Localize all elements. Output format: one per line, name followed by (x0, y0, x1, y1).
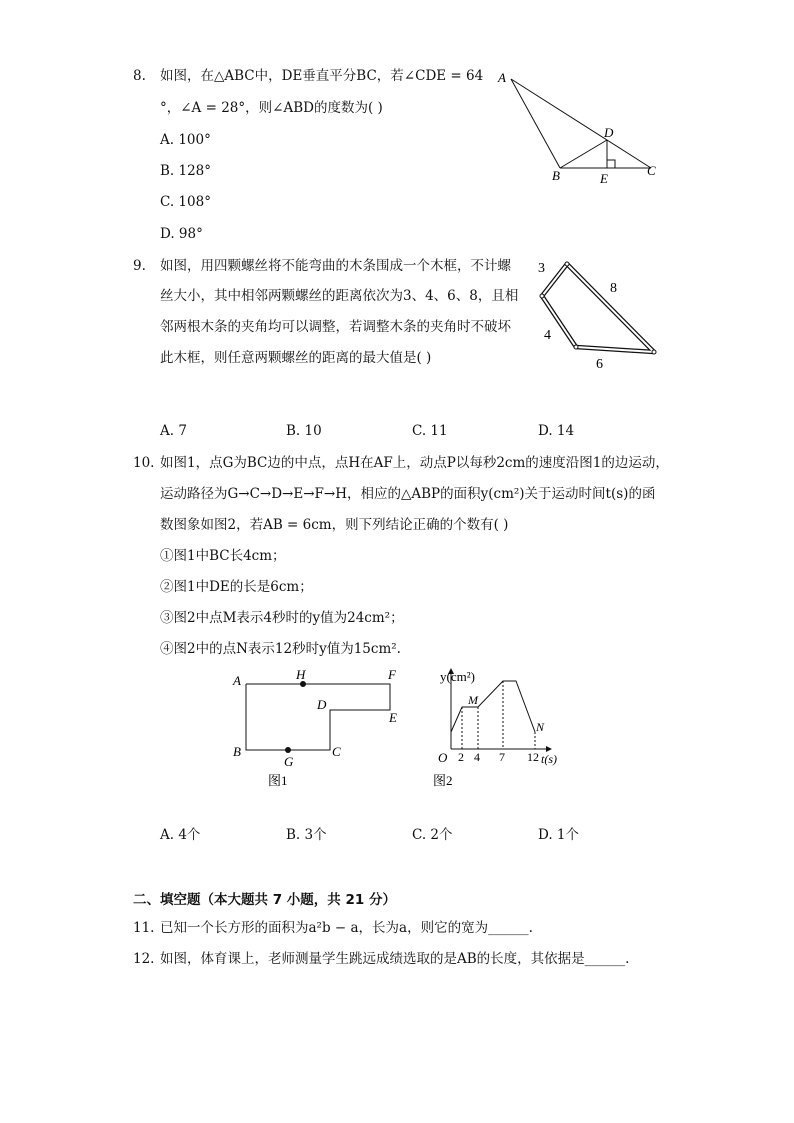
q8-stem-line2: °，∠A = 28°，则∠ABD的度数为( ) (160, 100, 383, 116)
q10-fig2-tick-4: 4 (474, 750, 480, 764)
q12-text: 如图，体育课上，老师测量学生跳远成绩选取的是AB的长度，其依据是______. (160, 951, 630, 967)
q10-number: 10. (133, 455, 155, 471)
q8-label-c: C (647, 163, 656, 178)
q10-fig1-label-b: B (233, 744, 241, 759)
q10-option-c: C. 2个 (412, 827, 453, 843)
q9-stem-line4: 此木框，则任意两颗螺丝的距离的最大值是( ) (160, 350, 432, 366)
q9-stem-line3: 邻两根木条的夹角均可以调整，若调整木条的夹角时不破坏 (160, 319, 511, 335)
q8-option-c: C. 108° (160, 194, 211, 210)
q10-statement-2: ②图1中DE的长是6cm； (160, 579, 313, 595)
q9-option-a: A. 7 (160, 423, 187, 439)
q10-fig2-ylabel: y(cm²) (440, 669, 475, 684)
q10-fig2-tick-2: 2 (458, 750, 464, 764)
q10-statement-3: ③图2中点M表示4秒时的y值为24cm²； (160, 610, 404, 626)
q9-stem-line2: 丝大小，其中相邻两颗螺丝的距离依次为3、4、6、8，且相 (160, 288, 519, 304)
q11-text: 已知一个长方形的面积为a²b − a，长为a，则它的宽为______. (160, 920, 533, 936)
q9-stem-line1: 如图，用四颗螺丝将不能弯曲的木条围成一个木框，不计螺 (160, 258, 511, 274)
q9-label-side-3: 3 (538, 261, 545, 276)
q9-label-side-8: 8 (610, 281, 617, 296)
q10-fig1-caption: 图1 (268, 773, 288, 788)
q12-number: 12. (133, 951, 155, 967)
q9-label-side-4: 4 (544, 328, 551, 343)
q8-label-e: E (600, 171, 608, 186)
q10-fig1-label-h: H (296, 667, 306, 682)
q10-fig1-label-a: A (233, 673, 241, 688)
q10-fig2-label-m: M (468, 693, 478, 707)
q10-statement-4: ④图2中的点N表示12秒时y值为15cm². (160, 641, 401, 657)
q11-number: 11. (133, 920, 155, 936)
q10-option-d: D. 1个 (538, 827, 580, 843)
q10-fig1-label-f: F (388, 667, 396, 682)
q10-point-g (285, 747, 291, 753)
q10-fig2-label-n: N (536, 720, 545, 734)
q10-option-b: B. 3个 (286, 827, 327, 843)
q10-figure2-graph (430, 664, 570, 794)
q10-fig1-label-g: G (284, 754, 294, 769)
q8-stem-line1: 如图，在△ABC中，DE垂直平分BC，若∠CDE = 64 (160, 68, 484, 84)
q10-stem-line3: 数图象如图2，若AB = 6cm，则下列结论正确的个数有( ) (160, 517, 509, 533)
q8-label-b: B (552, 168, 560, 183)
q9-option-c: C. 11 (412, 423, 448, 439)
q8-label-d: D (604, 125, 614, 140)
q10-statement-1: ①图1中BC长4cm； (160, 548, 286, 564)
q10-figure1-polygon (225, 664, 415, 794)
q10-stem-line2: 运动路径为G→C→D→E→F→H，相应的△ABP的面积y(cm²)关于运动时间t(s)的函 (160, 486, 656, 502)
q10-option-a: A. 4个 (160, 827, 201, 843)
q9-option-b: B. 10 (286, 423, 322, 439)
section-2-title: 二、填空题（本大题共 7 小题，共 21 分） (133, 892, 396, 908)
q10-fig2-tick-12: 12 (527, 750, 539, 764)
q10-fig2-caption: 图2 (433, 773, 453, 788)
q8-option-b: B. 128° (160, 163, 212, 179)
q10-fig2-label-o: O (438, 750, 448, 765)
q8-triangle-figure (490, 62, 670, 188)
q9-number: 9. (133, 258, 146, 274)
q10-fig2-tick-7: 7 (499, 750, 505, 764)
q9-option-d: D. 14 (538, 423, 575, 439)
q10-fig1-label-d: D (317, 697, 327, 712)
q10-fig1-label-e: E (389, 710, 397, 725)
q10-fig1-label-c: C (332, 744, 341, 759)
q9-wooden-frame-figure (530, 252, 670, 374)
q8-option-a: A. 100° (160, 132, 211, 148)
q10-stem-line1: 如图1，点G为BC边的中点，点H在AF上，动点P以每秒2cm的速度沿图1的边运动， (160, 455, 669, 471)
q10-fig2-xlabel: t(s) (541, 752, 557, 766)
q8-label-a: A (498, 70, 506, 85)
q9-label-side-6: 6 (596, 357, 603, 372)
q8-option-d: D. 98° (160, 226, 203, 242)
q8-number: 8. (133, 68, 146, 84)
